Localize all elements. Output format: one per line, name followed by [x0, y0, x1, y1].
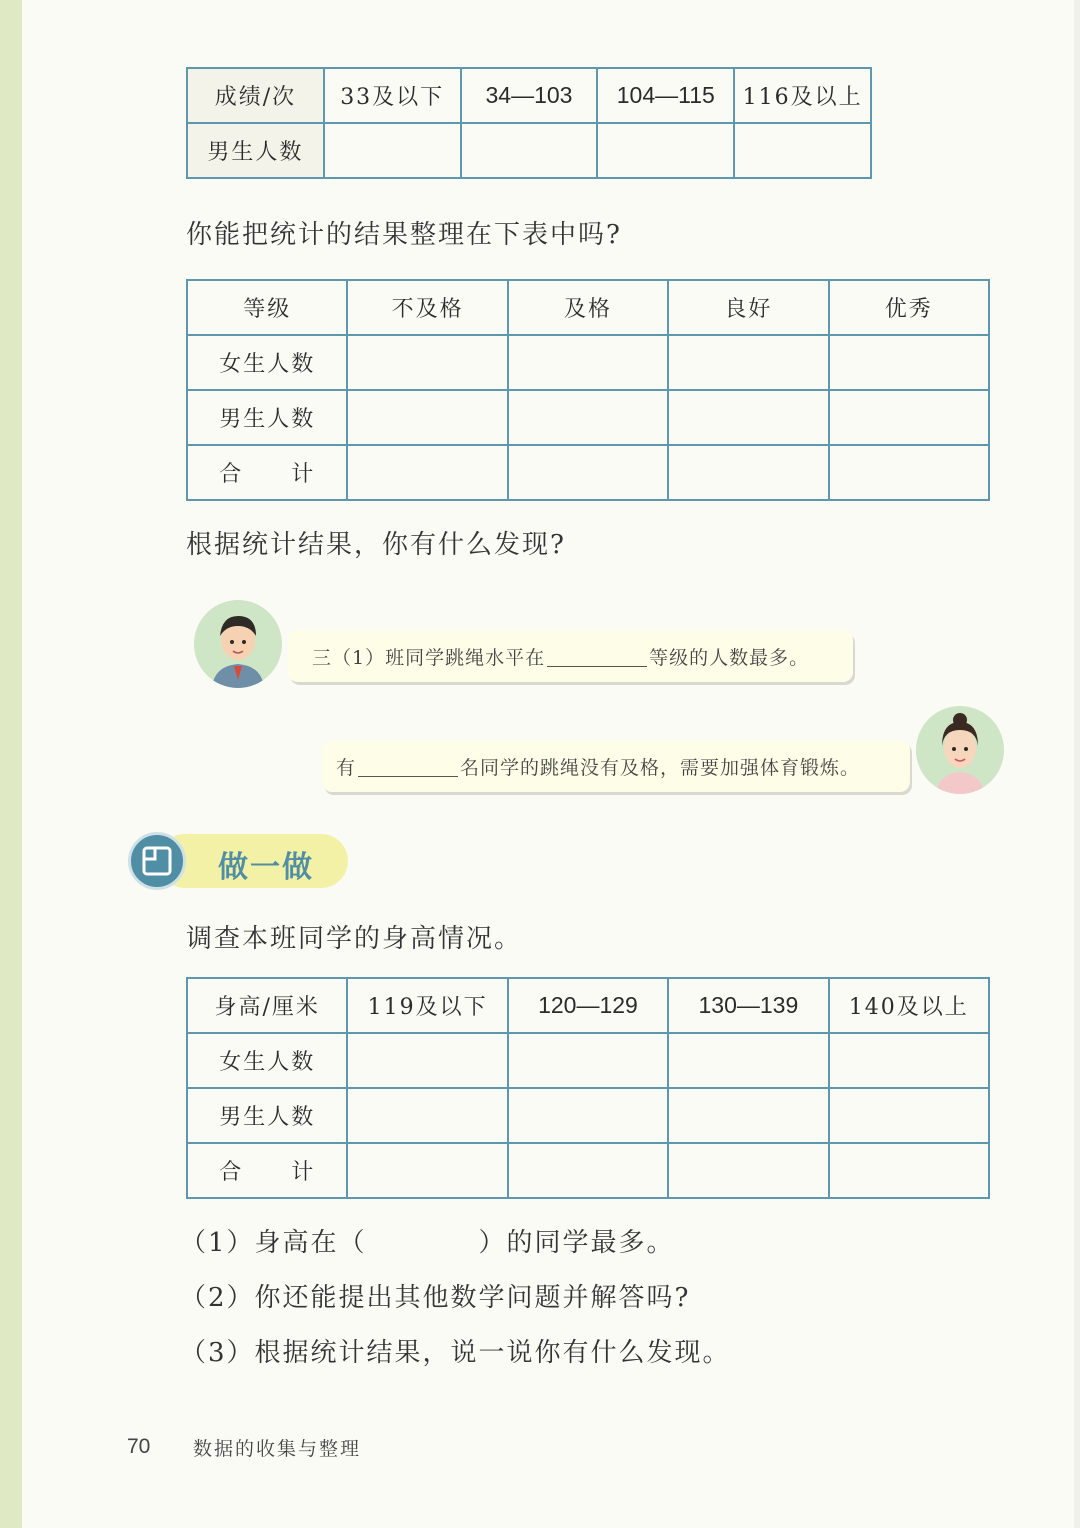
question-findings: 根据统计结果，你有什么发现? — [186, 530, 566, 560]
table2-cell[interactable] — [508, 390, 668, 445]
table2-row-label: 合 计 — [187, 445, 347, 500]
table2-header-1: 不及格 — [347, 280, 507, 335]
table3-cell[interactable] — [508, 1088, 668, 1143]
table1-cell[interactable] — [461, 123, 598, 178]
girl-avatar-icon — [916, 706, 1004, 794]
table2-cell[interactable] — [347, 390, 507, 445]
table3-cell[interactable] — [668, 1088, 828, 1143]
table1-cell[interactable] — [597, 123, 734, 178]
girl-avatar — [916, 706, 1004, 794]
table3-row-label: 女生人数 — [187, 1033, 347, 1088]
item-3: （3）根据统计结果，说一说你有什么发现。 — [180, 1338, 731, 1368]
table2-cell[interactable] — [668, 390, 828, 445]
chapter-title: 数据的收集与整理 — [193, 1438, 362, 1460]
table3-cell[interactable] — [347, 1143, 507, 1198]
table2-cell[interactable] — [347, 445, 507, 500]
table1-row-label: 男生人数 — [187, 123, 324, 178]
table2-header-0: 等级 — [187, 280, 347, 335]
table3-cell[interactable] — [668, 1143, 828, 1198]
table3-cell[interactable] — [829, 1088, 989, 1143]
table3-header-4: 140及以上 — [829, 978, 989, 1033]
boy-avatar-icon — [194, 600, 282, 688]
table2-header-3: 良好 — [668, 280, 828, 335]
table1-cell[interactable] — [324, 123, 461, 178]
table2-cell[interactable] — [668, 445, 828, 500]
item-1: （1）身高在（ ）的同学最多。 — [180, 1228, 675, 1258]
table2-cell[interactable] — [347, 335, 507, 390]
grade-summary-table — [186, 279, 990, 501]
page-number: 70 — [127, 1435, 151, 1458]
table1-header-1: 33及以下 — [324, 68, 461, 123]
score-table-boys — [186, 67, 872, 179]
table3-header-1: 119及以下 — [347, 978, 507, 1033]
table1-header-3: 104—115 — [597, 68, 734, 123]
section-title: 做一做 — [218, 850, 314, 885]
table3-row-label: 合 计 — [187, 1143, 347, 1198]
bubble1-text-after: 等级的人数最多。 — [649, 646, 810, 669]
table2-header-2: 及格 — [508, 280, 668, 335]
bubble2-text-before: 有 — [336, 756, 357, 779]
boy-avatar — [194, 600, 282, 688]
table2-cell[interactable] — [508, 445, 668, 500]
task-height-survey: 调查本班同学的身高情况。 — [186, 924, 523, 954]
table2-cell[interactable] — [508, 335, 668, 390]
table3-cell[interactable] — [668, 1033, 828, 1088]
table3-row-label: 男生人数 — [187, 1088, 347, 1143]
table3-header-0: 身高/厘米 — [187, 978, 347, 1033]
height-table — [186, 977, 990, 1199]
table3-cell[interactable] — [508, 1143, 668, 1198]
square-outline-icon — [128, 832, 186, 890]
table2-cell[interactable] — [829, 335, 989, 390]
table3-header-2: 120—129 — [508, 978, 668, 1033]
table3-cell[interactable] — [508, 1033, 668, 1088]
table3-cell[interactable] — [829, 1033, 989, 1088]
table2-cell[interactable] — [668, 335, 828, 390]
section-badge — [128, 832, 350, 890]
table2-row-label: 男生人数 — [187, 390, 347, 445]
table3-header-3: 130—139 — [668, 978, 828, 1033]
bubble2-text-after: 名同学的跳绳没有及格，需要加强体育锻炼。 — [460, 756, 861, 779]
question-organize-results: 你能把统计的结果整理在下表中吗? — [186, 220, 622, 250]
speech-bubble-boy — [288, 630, 853, 682]
table1-header-2: 34—103 — [461, 68, 598, 123]
bubble1-text-before: 三（1）班同学跳绳水平在 — [312, 646, 546, 669]
table3-cell[interactable] — [829, 1143, 989, 1198]
page-edge — [1074, 0, 1080, 1528]
table1-header-4: 116及以上 — [734, 68, 871, 123]
table3-cell[interactable] — [347, 1033, 507, 1088]
item-2: （2）你还能提出其他数学问题并解答吗? — [180, 1283, 691, 1313]
table1-header-0: 成绩/次 — [187, 68, 324, 123]
table2-header-4: 优秀 — [829, 280, 989, 335]
page-margin-bar — [0, 0, 22, 1528]
table1-cell[interactable] — [734, 123, 871, 178]
table2-row-label: 女生人数 — [187, 335, 347, 390]
speech-bubble-girl — [322, 740, 910, 792]
table3-cell[interactable] — [347, 1088, 507, 1143]
table2-cell[interactable] — [829, 445, 989, 500]
answer-blank[interactable] — [547, 646, 647, 667]
answer-blank[interactable] — [358, 756, 458, 777]
table2-cell[interactable] — [829, 390, 989, 445]
